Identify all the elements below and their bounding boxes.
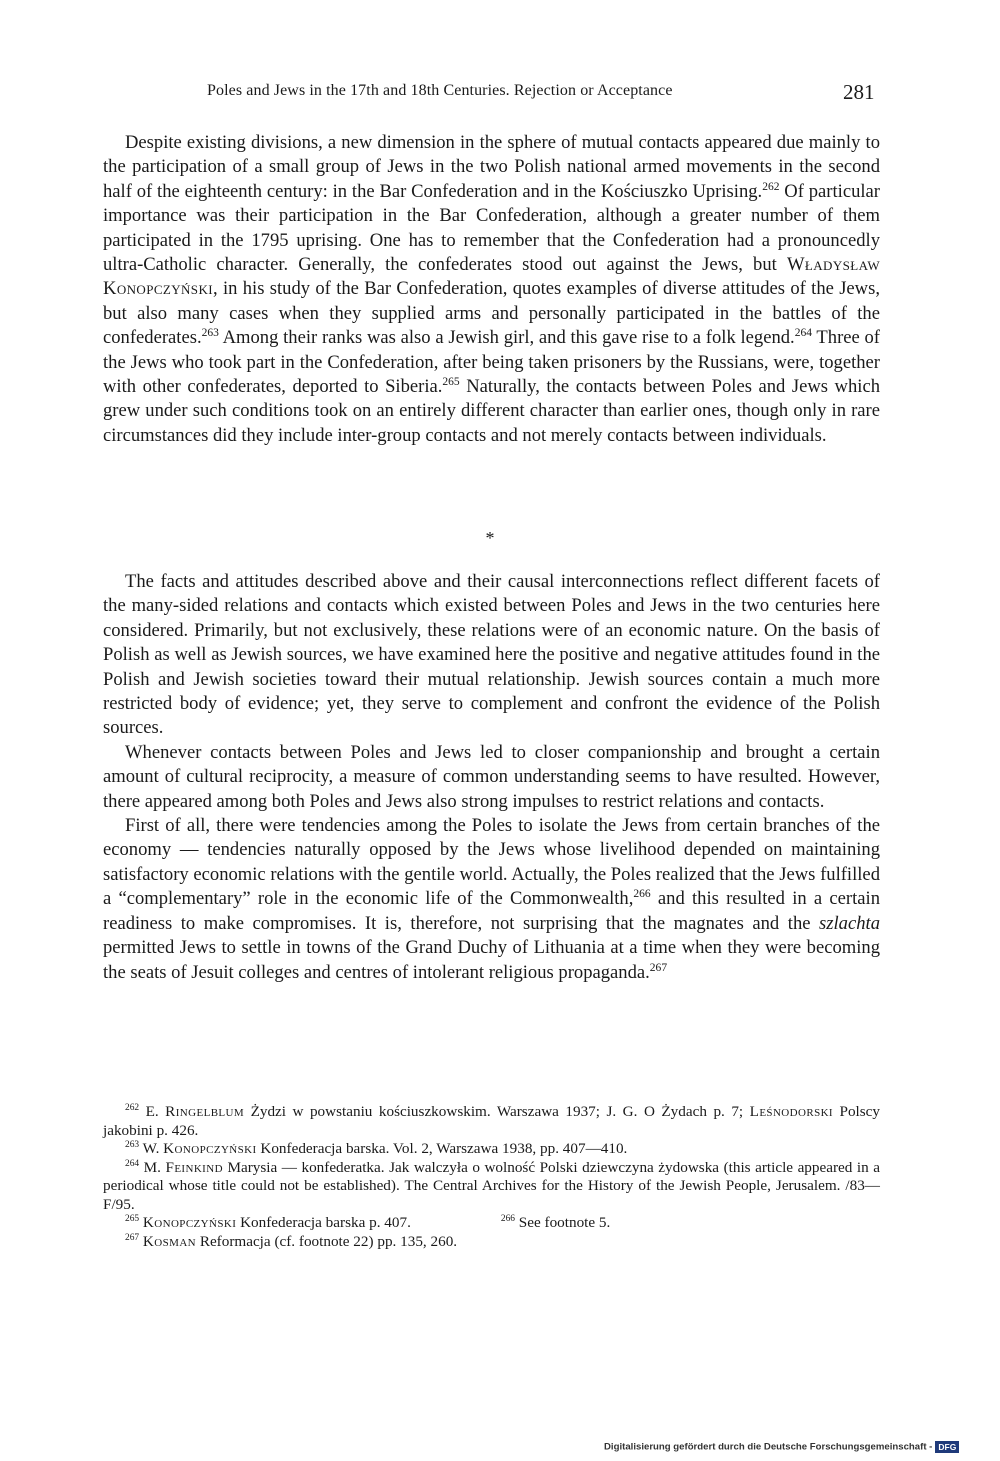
- text-run: M.: [139, 1158, 166, 1176]
- author-name: Ringelblum: [165, 1103, 245, 1120]
- italic-term: szlachta: [819, 912, 880, 934]
- running-head: Poles and Jews in the 17th and 18th Centuries. Rejection or Acceptance: [207, 82, 673, 99]
- text-run: Polscy jakobini p. 426.: [103, 1103, 880, 1139]
- text-run: permitted Jews to settle in towns of the Grand Duchy of Lithuania at a time when they were becoming the seats of Jesuit colleges and centres of intolerant religious propaganda.: [103, 937, 880, 983]
- footnote-ref[interactable]: 267: [649, 961, 668, 974]
- text-run: E.: [139, 1103, 166, 1120]
- text-run: See footnote 5.: [515, 1214, 611, 1231]
- footnote-ref[interactable]: 265: [442, 375, 460, 388]
- paragraph-bar-confederation: [103, 131, 880, 448]
- footnote-262: [103, 1103, 880, 1140]
- footnote-ref[interactable]: 266: [633, 888, 651, 901]
- paragraph-contacts: Whenever contacts between Poles and Jews led to closer companionship and brought a certain amount of cultural reciprocity, a measure of common understanding seems to have resulted. However, there appeared among both Poles and Jews also strong impulses to restrict relations and contacts.: [103, 741, 880, 812]
- footnote-number: 262: [125, 1102, 140, 1113]
- digitization-credit: [604, 1441, 959, 1453]
- author-name: Konopczyński: [142, 1214, 237, 1231]
- footnote-number: 263: [125, 1139, 140, 1150]
- author-name: Kosman: [142, 1232, 197, 1250]
- text-run: W.: [139, 1140, 164, 1157]
- footnote-ref[interactable]: 262: [762, 180, 780, 193]
- text-run: Naturally, the contacts between Poles and Jews which grew under such conditions took on an entirely different character than earlier ones, though only in rare circumstances did they include inter-group contacts and not merely contacts between individuals.: [103, 376, 880, 446]
- author-name: Leśnodorski: [749, 1103, 833, 1120]
- text-run: Of particular importance was their participation in the Bar Confederation, although a greater number of them participated in the 1795 uprising. One has to remember that the Confederation had a pronouncedly ultra-Catholic character. Generally, the confederates stood out against the Jews, but: [103, 180, 880, 276]
- text-run: Despite existing divisions, a new dimension in the sphere of mutual contacts appeared due mainly to the participation of a small group of Jews in the two Polish national armed movements in the second half of the eighteenth century: in the Bar Confederation and in the Kościuszko Uprising.: [103, 132, 880, 202]
- text-run: Konfederacja barska. Vol. 2, Warszawa 1938, pp. 407—410.: [256, 1140, 628, 1157]
- page-number: 281: [843, 80, 875, 104]
- author-name: Konopczyński: [163, 1140, 257, 1157]
- author-name: Feinkind: [165, 1158, 223, 1176]
- section-separator: *: [485, 528, 495, 548]
- conclusion-section: [103, 570, 880, 985]
- footnote-267: [103, 1233, 880, 1252]
- footnotes: [103, 1103, 880, 1251]
- credit-text: Digitalisierung gefördert durch die Deutsche Forschungsgemeinschaft -: [604, 1441, 933, 1453]
- text-run: Konfederacja barska p. 407.: [236, 1214, 411, 1231]
- footnote-ref[interactable]: 264: [794, 327, 812, 340]
- text-run: and this resulted in a certain readiness to make compromises. It is, therefore, not surprising that the magnates and the: [103, 888, 881, 934]
- footnote-ref[interactable]: 263: [201, 327, 219, 340]
- dfg-logo: DFG: [935, 1441, 959, 1453]
- footnote-number: 264: [125, 1158, 140, 1169]
- footnote-number: 265: [125, 1213, 140, 1224]
- paragraph-facts-attitudes: The facts and attitudes described above and their causal interconnections reflect different facets of the many-sided relations and contacts which existed between Poles and Jews in the two centuries here considered. Primarily, but not exclusively, these relations were of an economic nature. On the basis of Polish as well as Jewish sources, we have examined here the positive and negative attitudes found in the Polish and Jewish societies toward their mutual relationship. Jewish sources contain a much more restricted body of evidence; yet, they serve to complement and confront the evidence of the Polish sources.: [103, 571, 880, 739]
- text-run: Three of the Jews who took part in the Confederation, after being taken prisoners by the Russians, were, together with other confederates, deported to Siberia.: [103, 327, 881, 398]
- paragraph-tendencies: [103, 814, 880, 985]
- text-run: Among their ranks was also a Jewish girl, and this gave rise to a folk legend.: [218, 327, 795, 349]
- footnote-265-266: [103, 1214, 880, 1233]
- footnote-264: [103, 1159, 880, 1215]
- text-run: Żydzi w powstaniu kościuszkowskim. Warszawa 1937; J. G. O Żydach p. 7;: [244, 1103, 750, 1120]
- author-name: Władysław Konopczyński: [103, 254, 880, 300]
- footnote-number: 267: [125, 1232, 140, 1243]
- text-run: , in his study of the Bar Confederation, quotes examples of diverse attitudes of the Jews, but also many cases when they supplied arms and personally participated in the battles of the confederates.: [103, 278, 880, 349]
- text-run: Reformacja (cf. footnote 22) pp. 135, 260.: [196, 1232, 458, 1250]
- text-run: Marysia — konfederatka. Jak walczyła o wolność Polski dziewczyna żydowska (this article appeared in a periodical whose title could not be established). The Central Archives for the History of the Jewish People, Jerusalem. /83—F/95.: [103, 1158, 880, 1213]
- footnote-number: 266: [500, 1213, 515, 1224]
- text-run: First of all, there were tendencies among the Poles to isolate the Jews from certain branches of the economy — tendencies naturally opposed by the Jews whose livelihood depended on maintaining satisfactory economic relations with the gentile world. Actually, the Poles realized that the Jews fulfilled a “complementary” role in the economic life of the Commonwealth,: [103, 815, 880, 910]
- footnote-263: [103, 1140, 880, 1159]
